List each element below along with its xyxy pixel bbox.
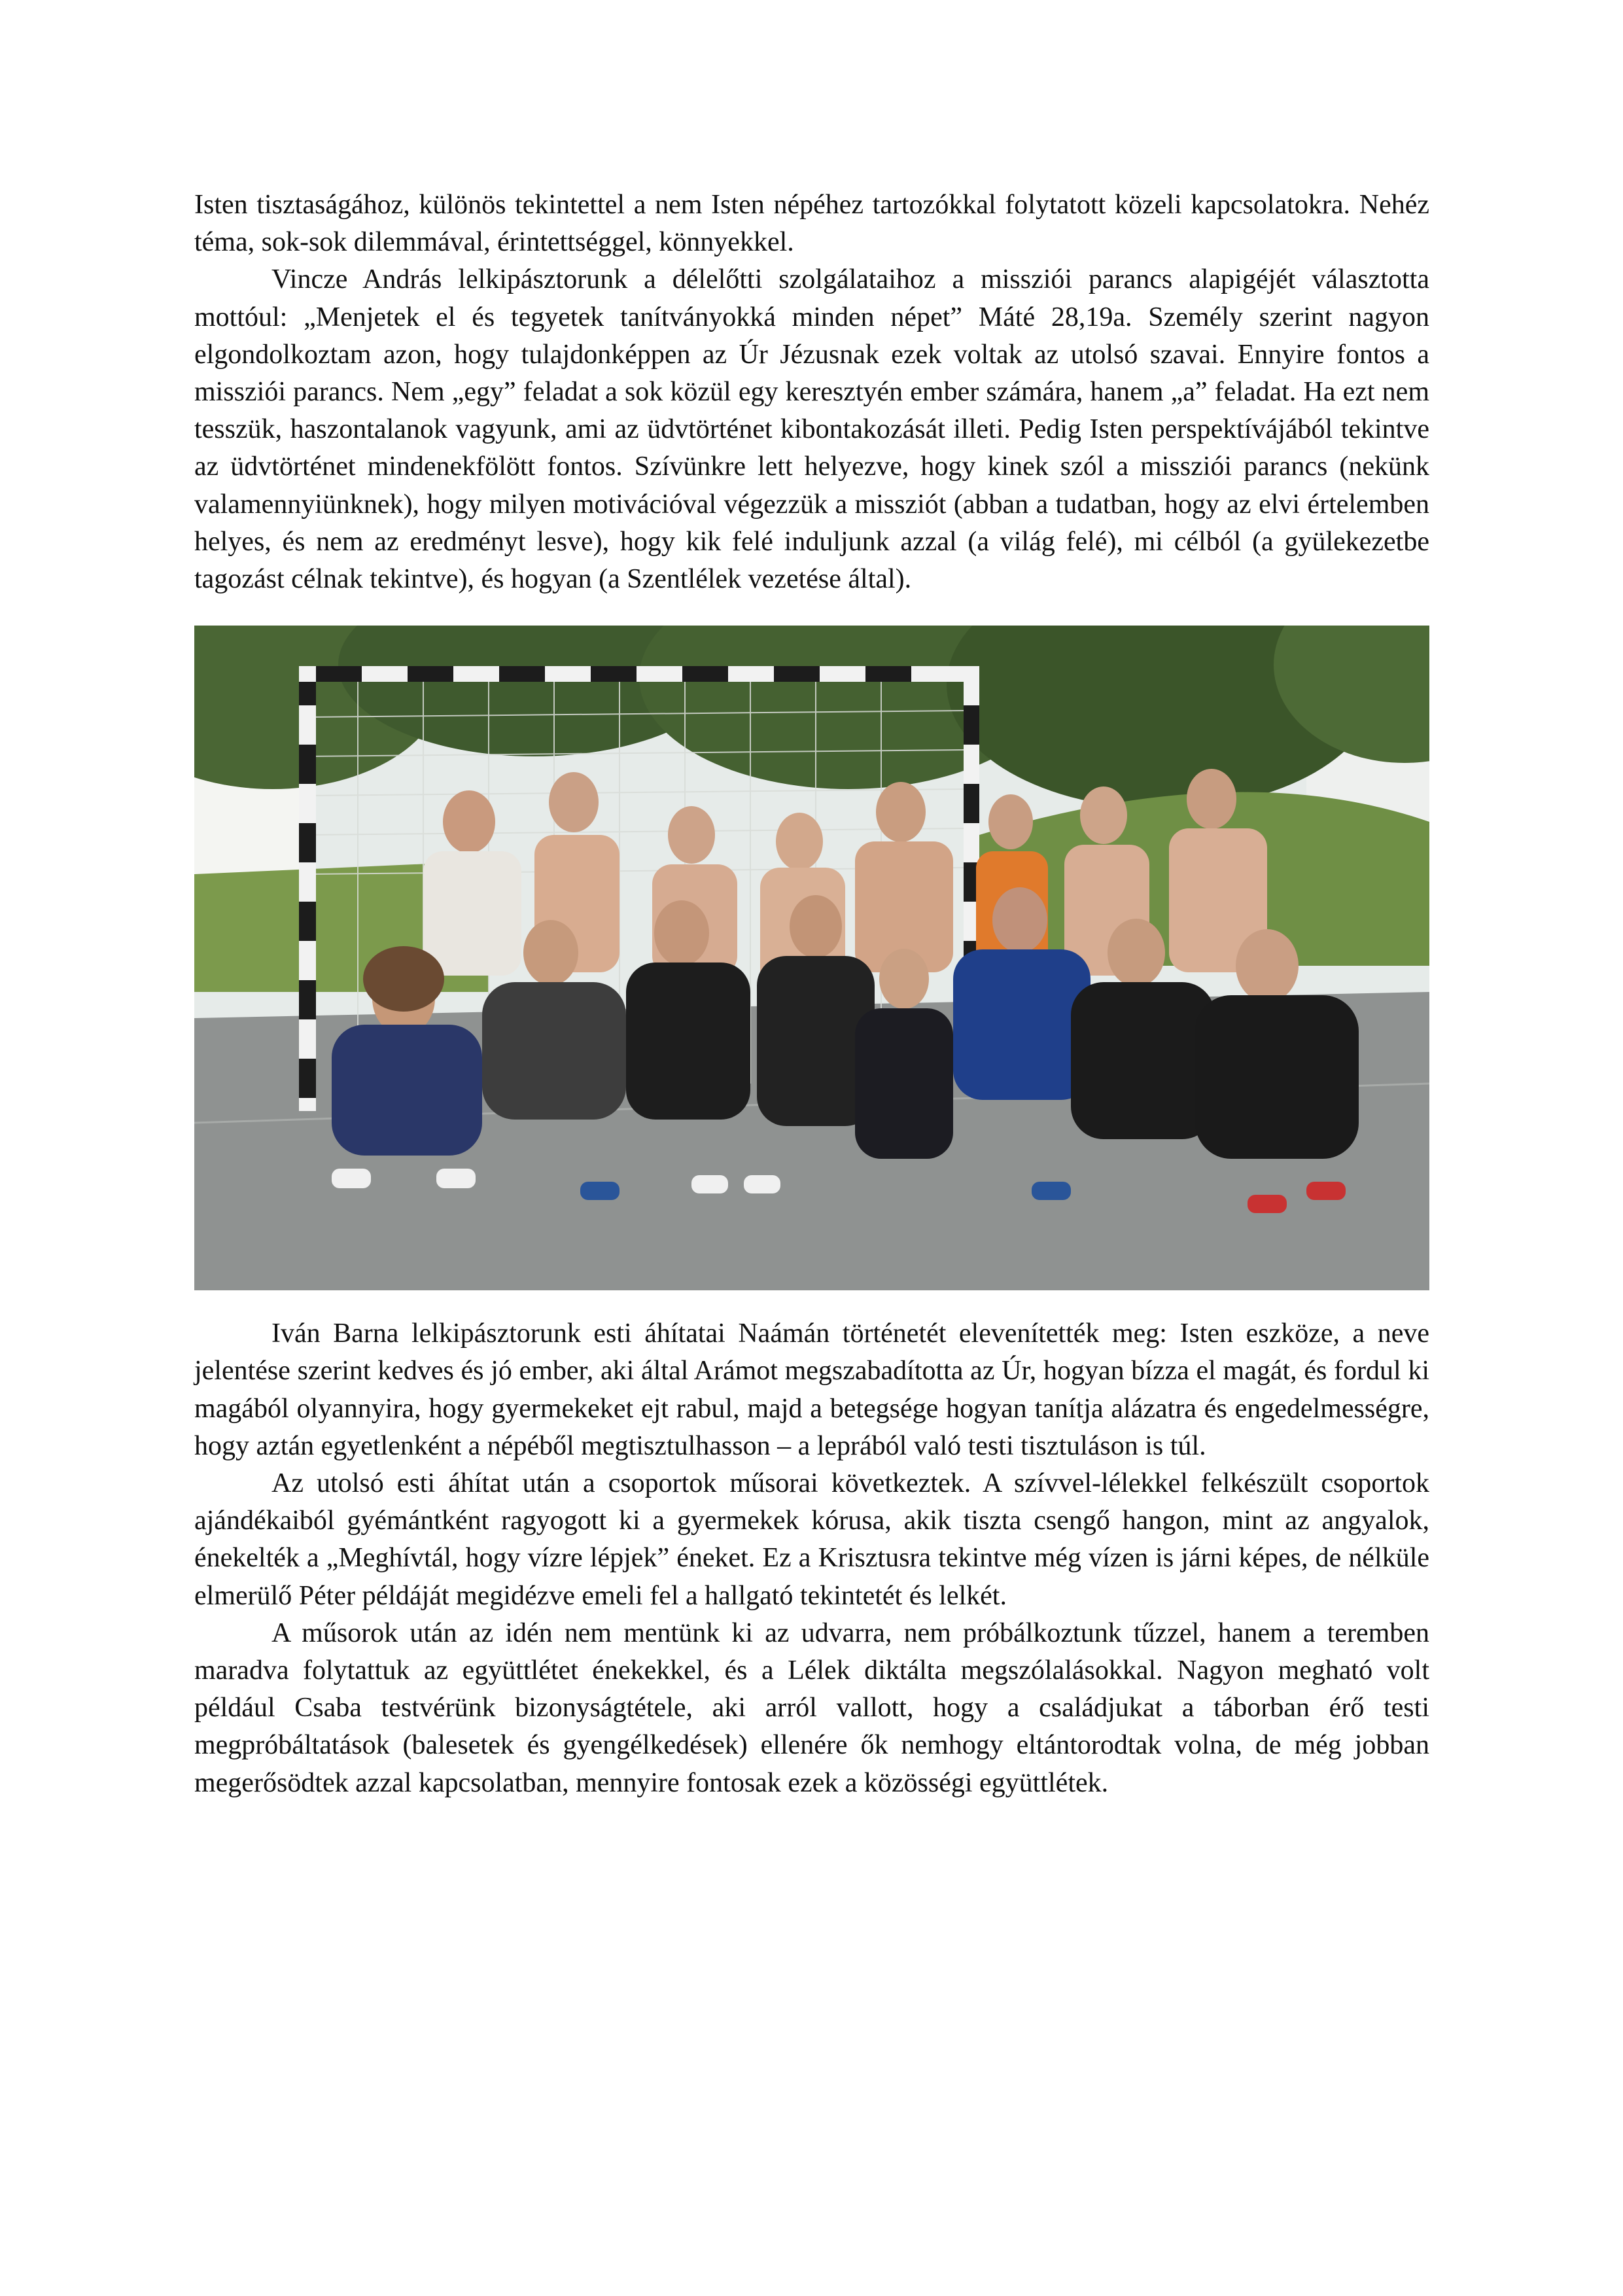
document-page [194,186,1429,1802]
paragraph-5: A műsorok után az idén nem mentünk ki az udvarra, nem próbálkoztunk tűzzel, hanem a teremben maradva folytattuk az együttlétet énekekkel, és a Lélek diktálta megszólalásokkal. Nagyon megható volt például Csaba testvérünk bizonyságtétele, aki arról vallott, hogy a családjukat a táborban érő testi megpróbáltatások (balesetek és gyengélkedések) ellenére ők nemhogy eltántorodtak volna, de még jobban megerősödtek azzal kapcsolatban, mennyire fontosak ezek a közösségi együttlétek. [194,1617,1429,1798]
paragraph-3: Iván Barna lelkipásztorunk esti áhítatai Naámán történetét elevenítették meg: Isten eszköze, a neve jelentése szerint kedves és jó ember, aki által Arámot megszabadította az Úr, hogyan bízza el magát, és fordul ki magából olyannyira, hogy gyermekeket ejt rabul, majd a betegsége hogyan tanítja alázatra és engedelmességre, hogy aztán egyetlenként a népéből megtisztulhasson – a leprából való testi tisztuláson is túl. [194,1318,1429,1461]
paragraph-4: Az utolsó esti áhítat után a csoportok műsorai következtek. A szívvel-lélekkel felkészült csoportok ajándékaiból gyémántként ragyogott ki a gyermekek kórusa, akik tiszta csengő hangon, mint az angyalok, énekelték a „Meghívtál, hogy vízre lépjek” éneket. Ez a Krisztusra tekintve még vízen is járni képes, de nélküle elmerülő Péter példáját megidézve emeli fel a hallgató tekintetét és lelkét. [194,1468,1429,1611]
team-photo [194,626,1429,1290]
paragraph-2: Vincze András lelkipásztorunk a délelőtti szolgálataihoz a missziói parancs alapigéjét választotta mottóul: „Menjetek el és tegyetek tanítványokká minden népet” Máté 28,19a. Személy szerint nagyon elgondolkoztam azon, hogy tulajdonképpen az Úr Jézusnak ezek voltak az utolsó szavai. Ennyire fontos a missziói parancs. Nem „egy” feladat a sok közül egy keresztyén ember számára, hanem „a” feladat. Ha ezt nem tesszük, haszontalanok vagyunk, ami az üdvtörténet kibontakozását illeti. Pedig Isten perspektívájából tekintve az üdvtörténet mindenekfölött fontos. Szívünkre lett helyezve, hogy kinek szól a missziói parancs (nekünk valamennyiünknek), hogy milyen motivációval végezzük a missziót (abban a tudatban, hogy az elvi értelemben helyes, és nem az eredményt lesve), hogy kik felé induljunk azzal (a világ felé), mi célból (a gyülekezetbe tagozást célnak tekintve), és hogyan (a Szentlélek vezetése által). [194,264,1429,595]
paragraph-1: Isten tisztaságához, különös tekintettel a nem Isten népéhez tartozókkal folytatott közeli kapcsolatokra. Nehéz téma, sok-sok dilemmával, érintettséggel, könnyekkel. [194,190,1429,258]
